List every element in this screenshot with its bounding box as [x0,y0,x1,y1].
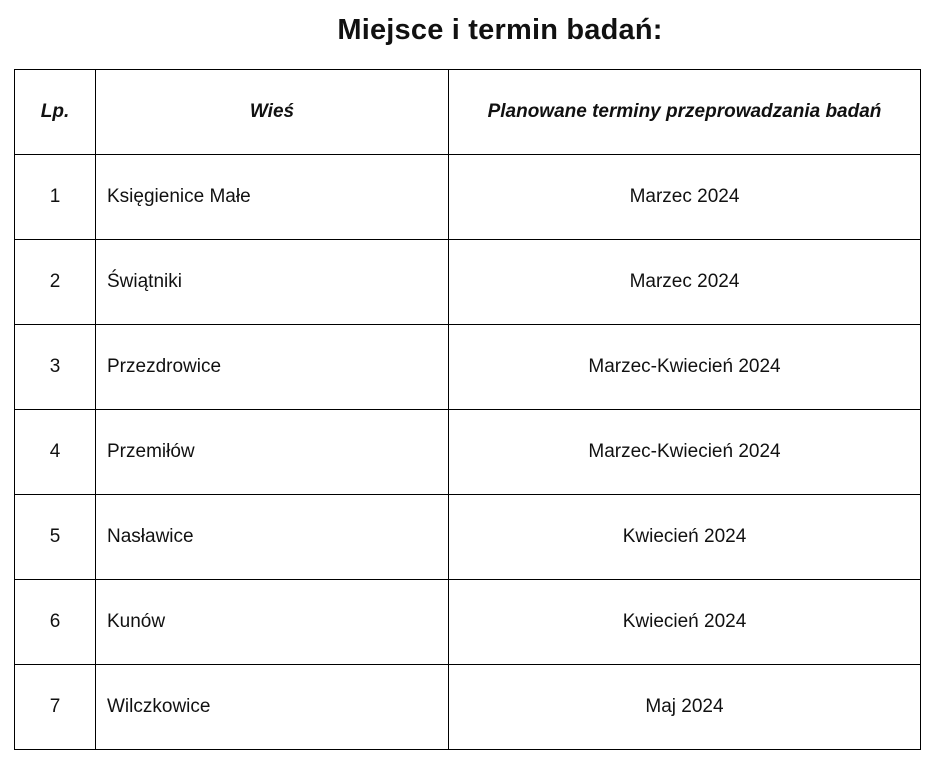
cell-village: Nasławice [96,495,449,580]
cell-lp: 7 [15,665,96,750]
cell-village: Księgienice Małe [96,155,449,240]
header-lp: Lp. [15,70,96,155]
cell-term: Marzec 2024 [449,240,921,325]
cell-term: Kwiecień 2024 [449,580,921,665]
schedule-table [14,69,921,750]
table-row [15,410,921,495]
cell-village: Kunów [96,580,449,665]
table-row [15,495,921,580]
cell-lp: 2 [15,240,96,325]
cell-lp: 5 [15,495,96,580]
cell-village: Przezdrowice [96,325,449,410]
cell-term: Marzec 2024 [449,155,921,240]
cell-lp: 3 [15,325,96,410]
table-header-row [15,70,921,155]
cell-term: Kwiecień 2024 [449,495,921,580]
table-row [15,665,921,750]
cell-lp: 1 [15,155,96,240]
cell-lp: 4 [15,410,96,495]
cell-village: Wilczkowice [96,665,449,750]
cell-term: Marzec-Kwiecień 2024 [449,325,921,410]
cell-village: Świątniki [96,240,449,325]
table-row [15,325,921,410]
table-row [15,155,921,240]
cell-term: Marzec-Kwiecień 2024 [449,410,921,495]
table-row [15,240,921,325]
table-row [15,580,921,665]
cell-lp: 6 [15,580,96,665]
header-term: Planowane terminy przeprowadzania badań [449,70,921,155]
cell-village: Przemiłów [96,410,449,495]
page-title: Miejsce i termin badań: [337,14,663,46]
header-village: Wieś [96,70,449,155]
cell-term: Maj 2024 [449,665,921,750]
